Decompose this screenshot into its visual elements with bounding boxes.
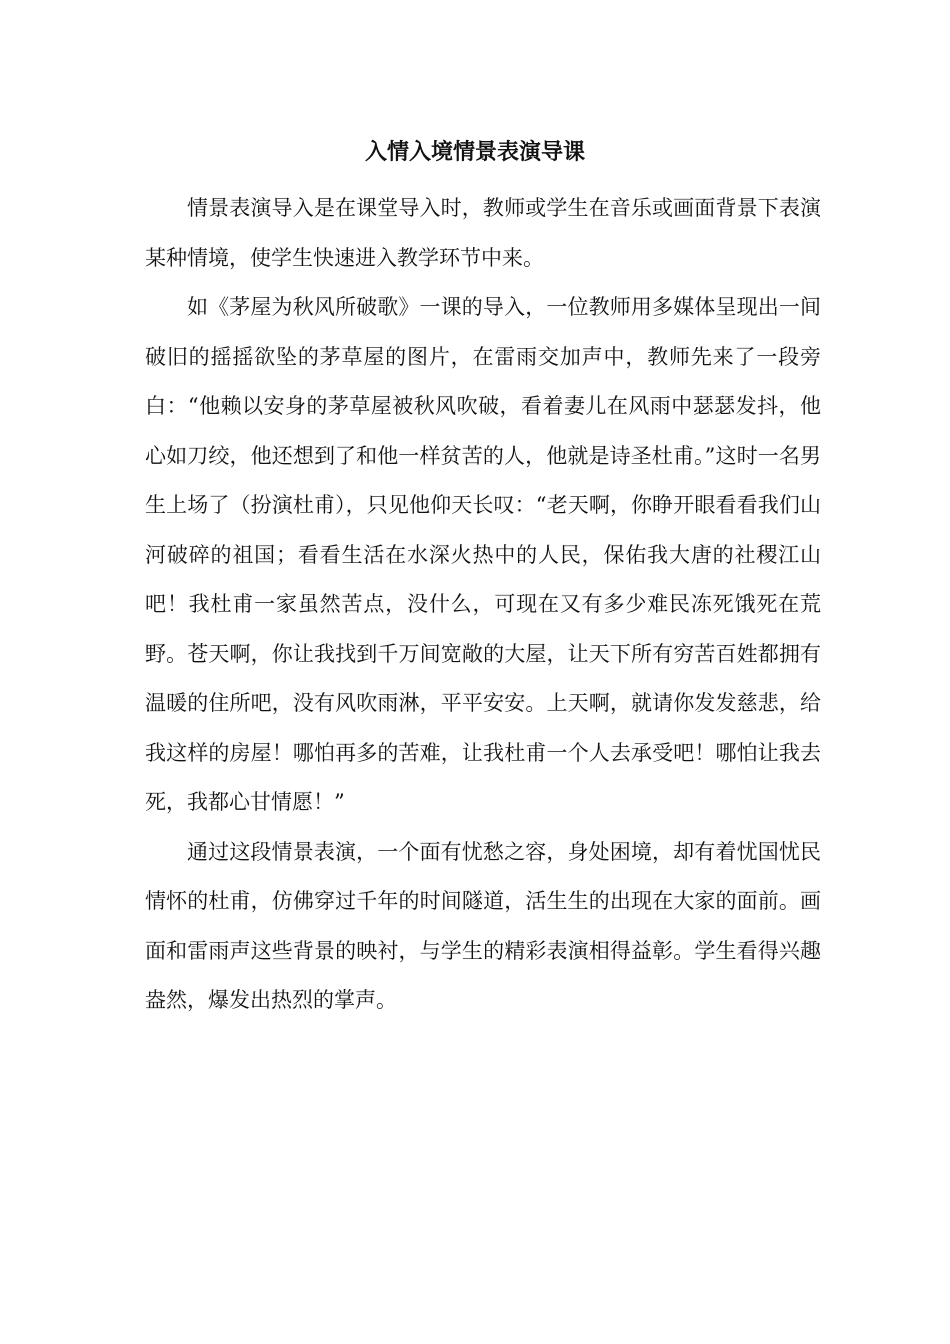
paragraph-conclusion: 通过这段情景表演，一个面有忧愁之容，身处困境，却有着忧国忧民情怀的杜甫，仿佛穿过千年的时间隧道，活生生的出现在大家的面前。画面和雷雨声这些背景的映衬，与学生的精彩表演相得益彰。学生看得兴趣盎然，爆发出热烈的掌声。 bbox=[145, 839, 821, 1012]
document-title: 入情入境情景表演导课 bbox=[364, 139, 585, 165]
paragraph-example: 如《茅屋为秋风所破歌》一课的导入，一位教师用多媒体呈现出一间破旧的摇摇欲坠的茅草屋的图片，在雷雨交加声中，教师先来了一段旁白：“他赖以安身的茅草屋被秋风吹破，看着妻儿在风雨中瑟瑟发抖，他心如刀绞，他还想到了和他一样贫苦的人，他就是诗圣杜甫。”这时一名男生上场了（扮演杜甫），只见他仰天长叹：“老天啊，你睁开眼看看我们山河破碎的祖国；看看生活在水深火热中的人民，保佑我大唐的社稷江山吧！我杜甫一家虽然苦点，没什么，可现在又有多少难民冻死饿死在荒野。苍天啊，你让我找到千万间宽敞的大屋，让天下所有穷苦百姓都拥有温暖的住所吧，没有风吹雨淋，平平安安。上天啊，就请你发发慈悲，给我这样的房屋！哪怕再多的苦难，让我杜甫一个人去承受吧！哪怕让我去死，我都心甘情愿！” bbox=[145, 295, 821, 814]
document-body bbox=[145, 184, 821, 1026]
paragraph-intro: 情景表演导入是在课堂导入时，教师或学生在音乐或画面背景下表演某种情境，使学生快速进入教学环节中来。 bbox=[145, 196, 821, 270]
